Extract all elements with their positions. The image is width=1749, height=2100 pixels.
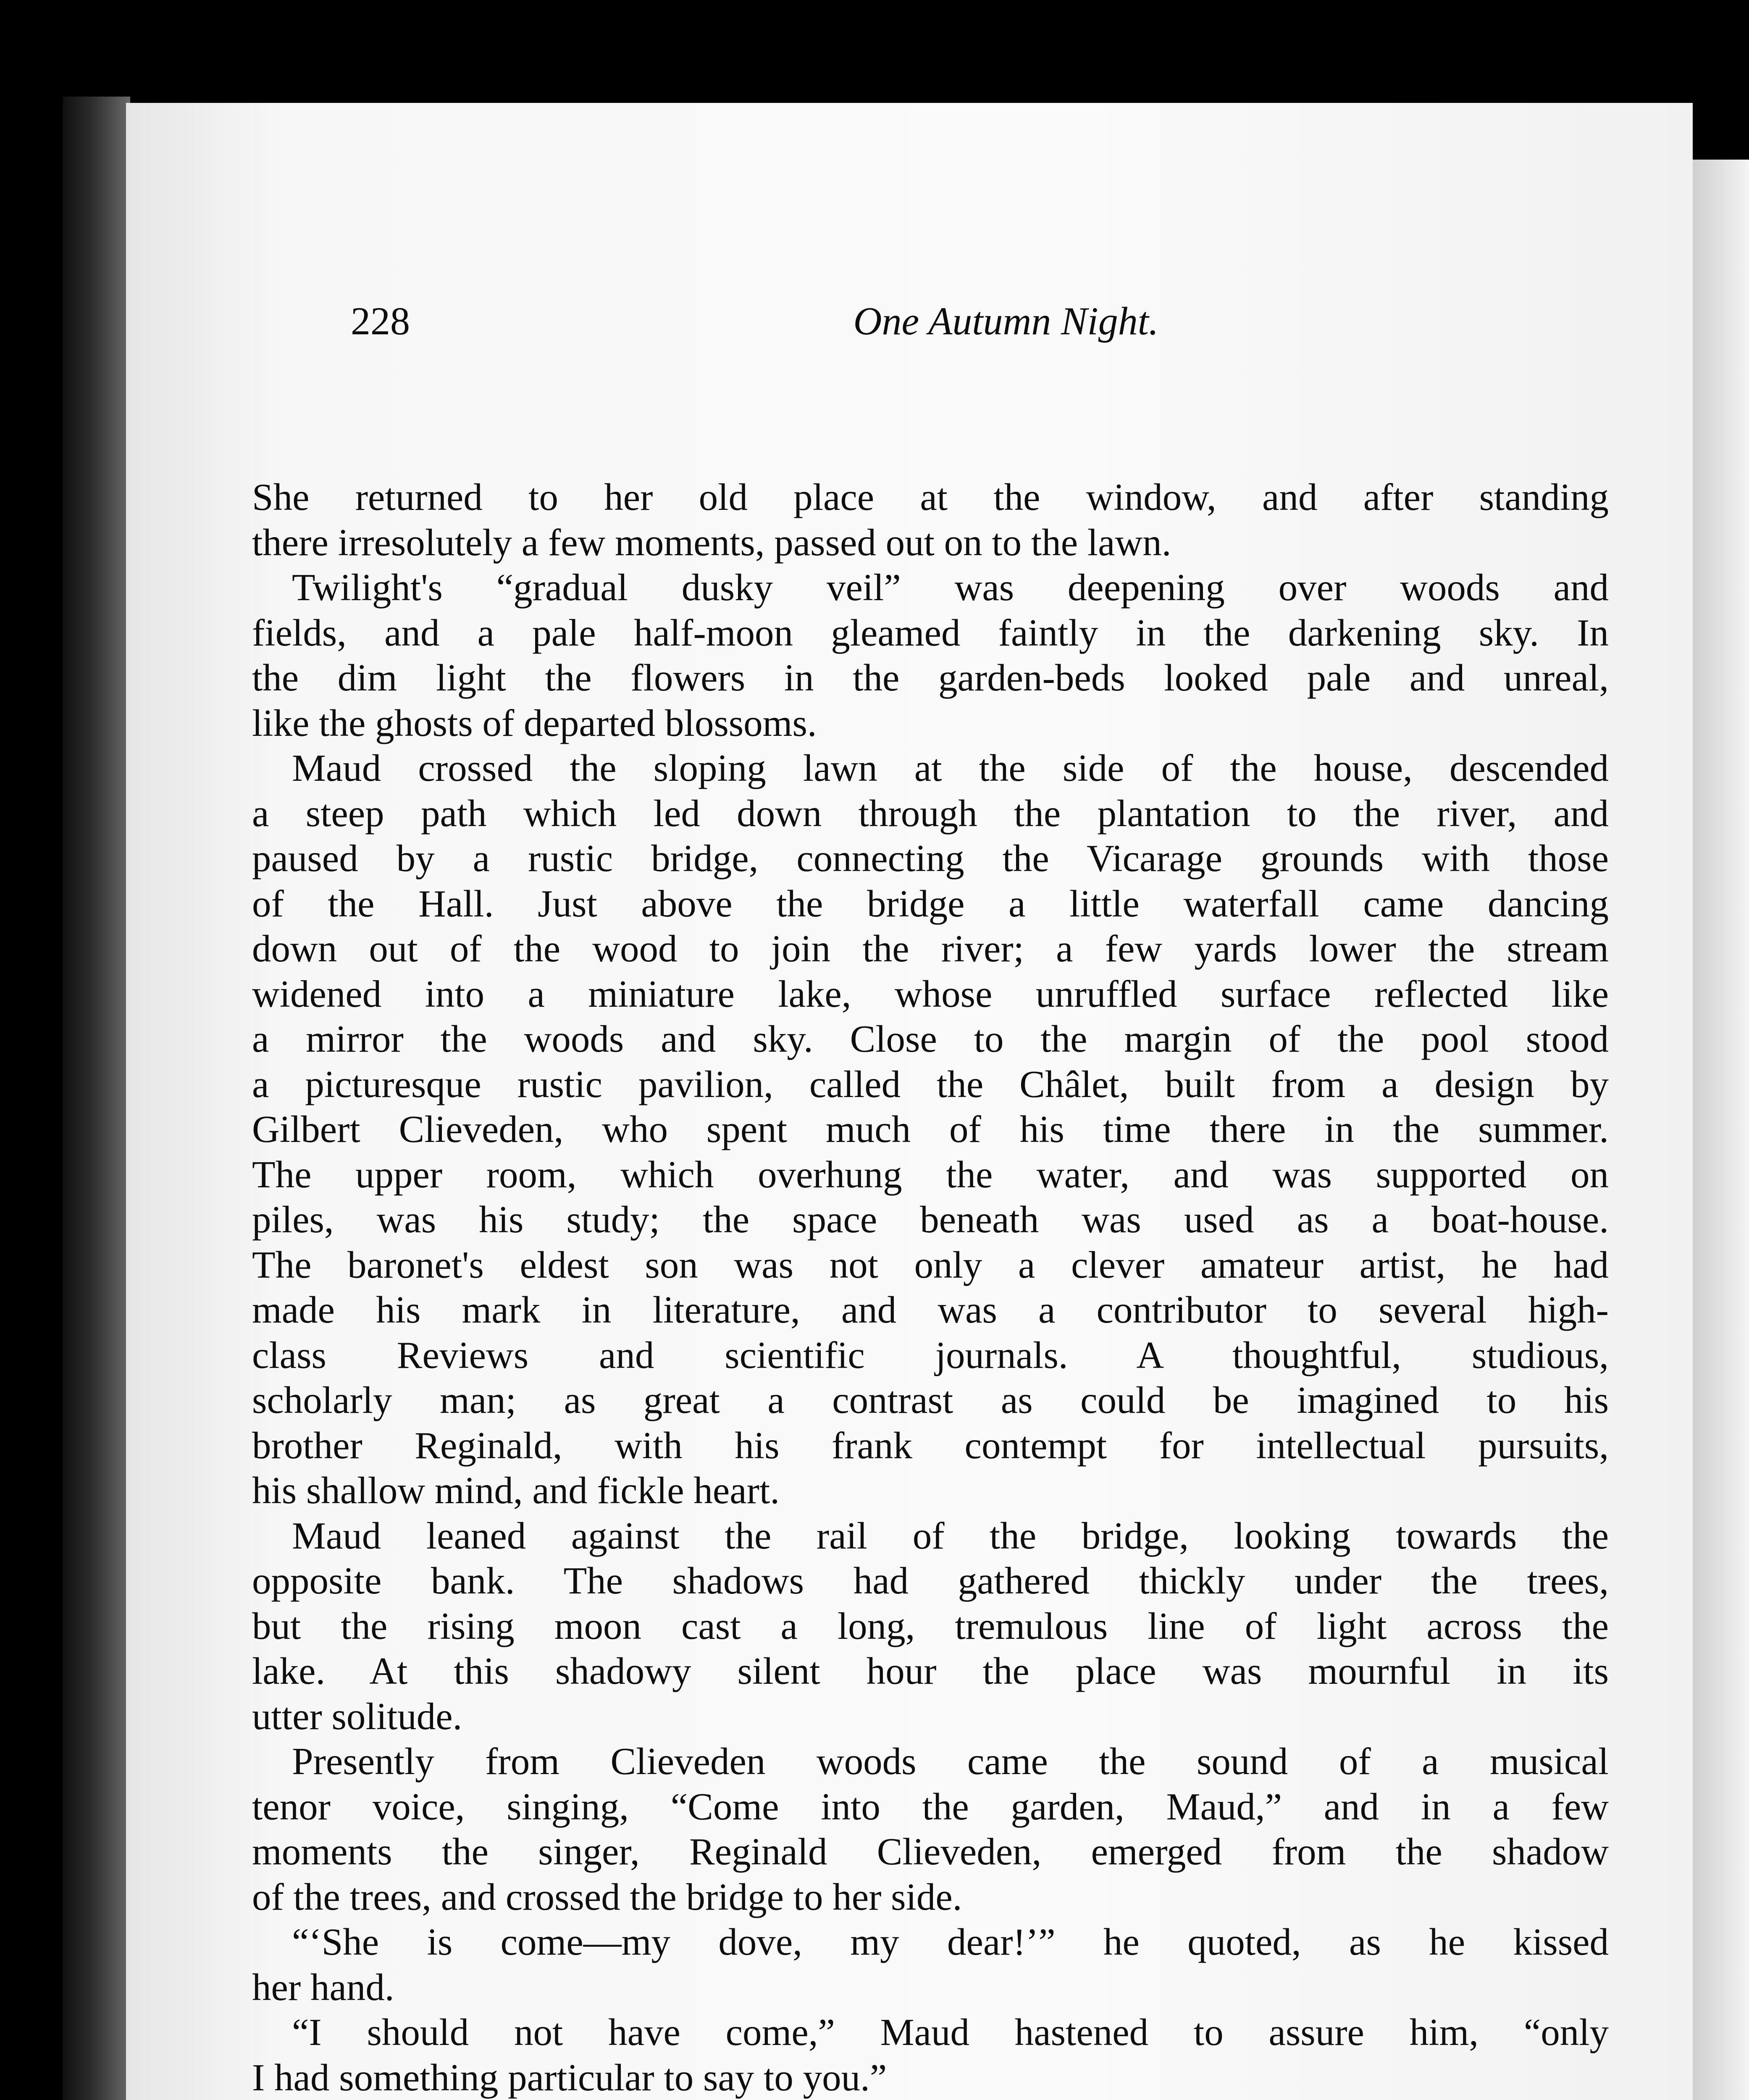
text-line: She returned to her old place at the window, and after standing <box>252 476 1609 518</box>
text-line: there irresolutely a few moments, passed out on to the lawn. <box>252 521 1171 564</box>
text-line: The upper room, which overhung the water, and was supported on <box>252 1153 1609 1196</box>
text-line: Gilbert Clieveden, who spent much of his time there in the summer. <box>252 1108 1609 1150</box>
text-line: Maud leaned against the rail of the bridge, looking towards the <box>292 1514 1609 1557</box>
text-line: utter solitude. <box>252 1695 462 1738</box>
text-line: widened into a miniature lake, whose unruffled surface reflected like <box>252 972 1609 1015</box>
running-head <box>351 279 1661 363</box>
text-line: I had something particular to say to you.” <box>252 2056 887 2099</box>
text-line: The baronet's eldest son was not only a clever amateur artist, he had <box>252 1243 1609 1286</box>
text-line: Presently from Clieveden woods came the sound of a musical <box>292 1740 1609 1782</box>
adjacent-page-edge <box>1693 160 1749 2100</box>
text-line: a mirror the woods and sky. Close to the margin of the pool stood <box>252 1018 1609 1060</box>
body-text <box>252 475 1609 2100</box>
text-line: but the rising moon cast a long, tremulous line of light across the <box>252 1604 1609 1647</box>
text-line: Twilight's “gradual dusky veil” was deepening over woods and <box>292 566 1609 609</box>
scan-binding-shadow <box>63 97 130 2100</box>
text-line: “‘She is come—my dove, my dear!’” he quoted, as he kissed <box>292 1921 1609 1963</box>
page-number: 228 <box>351 299 410 343</box>
text-line: his shallow mind, and fickle heart. <box>252 1469 780 1512</box>
text-line: made his mark in literature, and was a contributor to several high- <box>252 1289 1609 1331</box>
running-title: One Autumn Night. <box>853 299 1159 343</box>
text-line: brother Reginald, with his frank contempt for intellectual pursuits, <box>252 1424 1609 1467</box>
text-line: of the Hall. Just above the bridge a little waterfall came dancing <box>252 882 1609 925</box>
text-line: fields, and a pale half-moon gleamed faintly in the darkening sky. In <box>252 611 1609 654</box>
text-line: class Reviews and scientific journals. A thoughtful, studious, <box>252 1334 1609 1376</box>
text-line: down out of the wood to join the river; a few yards lower the stream <box>252 927 1609 970</box>
text-line: scholarly man; as great a contrast as could be imagined to his <box>252 1379 1609 1421</box>
text-line: a steep path which led down through the plantation to the river, and <box>252 792 1609 835</box>
text-line: a picturesque rustic pavilion, called the Châlet, built from a design by <box>252 1063 1609 1105</box>
text-line: tenor voice, singing, “Come into the garden, Maud,” and in a few <box>252 1785 1609 1828</box>
text-line: the dim light the flowers in the garden-beds looked pale and unreal, <box>252 656 1609 699</box>
text-line: of the trees, and crossed the bridge to her side. <box>252 1875 962 1918</box>
text-line: piles, was his study; the space beneath was used as a boat-house. <box>252 1198 1609 1241</box>
text-line: lake. At this shadowy silent hour the place was mournful in its <box>252 1650 1609 1692</box>
text-line: paused by a rustic bridge, connecting the Vicarage grounds with those <box>252 837 1609 879</box>
text-line: “I should not have come,” Maud hastened to assure him, “only <box>292 2011 1609 2053</box>
book-page <box>126 103 1693 2100</box>
text-line: Maud crossed the sloping lawn at the side of the house, descended <box>292 747 1609 789</box>
text-line: her hand. <box>252 1966 394 2008</box>
text-line: like the ghosts of departed blossoms. <box>252 701 817 744</box>
text-line: moments the singer, Reginald Clieveden, emerged from the shadow <box>252 1830 1609 1873</box>
text-line: opposite bank. The shadows had gathered thickly under the trees, <box>252 1559 1609 1602</box>
